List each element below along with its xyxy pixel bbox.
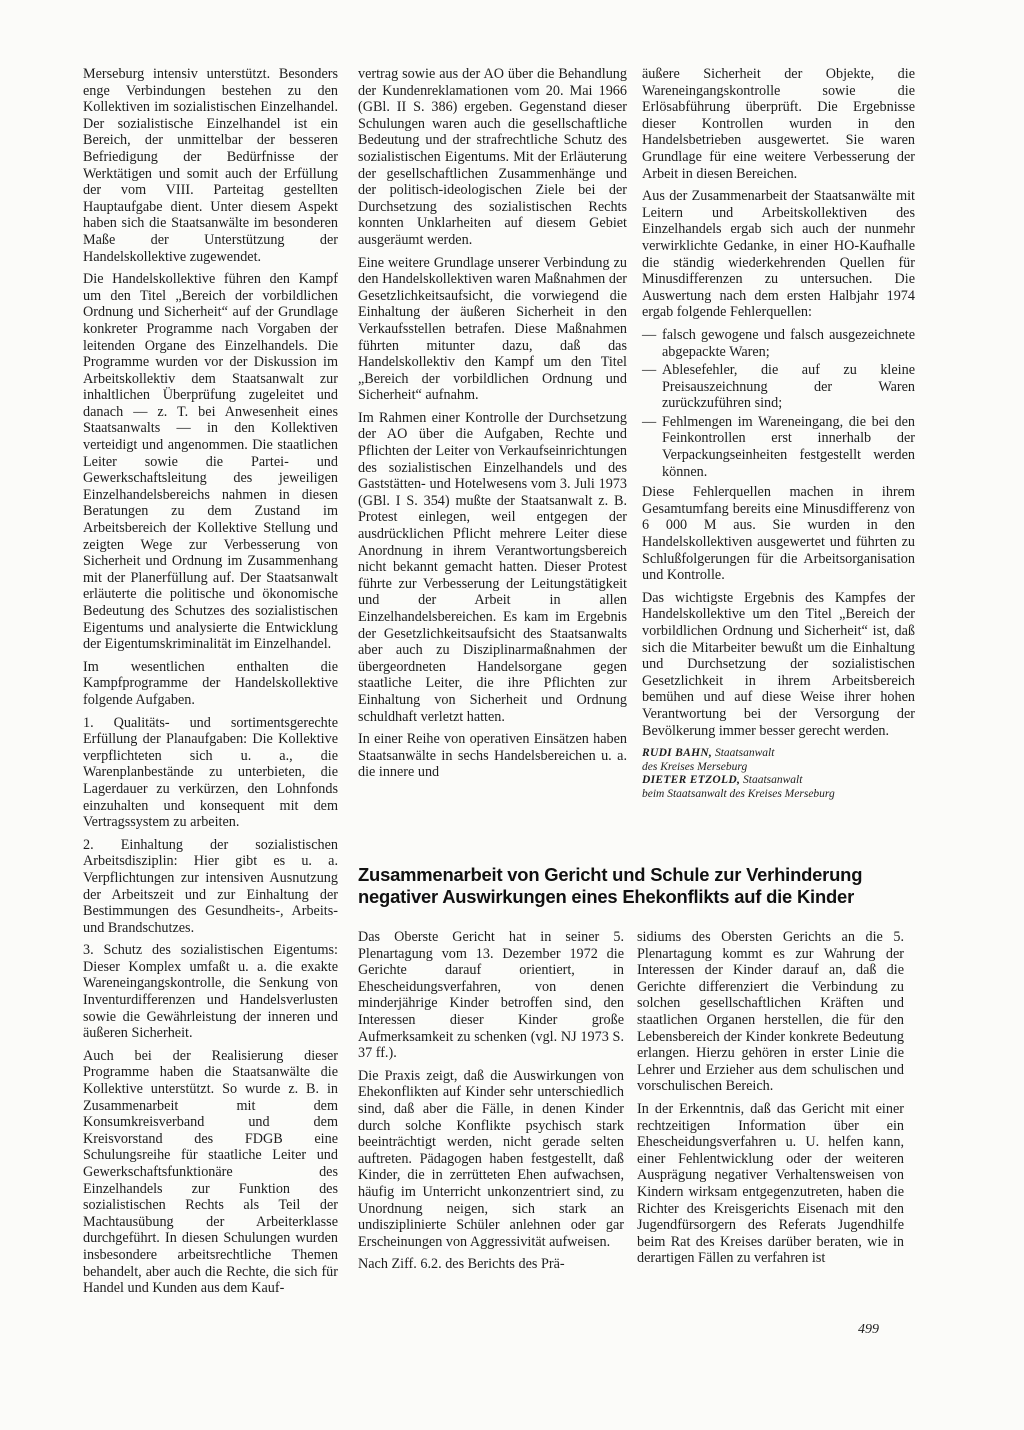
headline-line: Zusammenarbeit von Gericht und Schule zur Verhinderung	[358, 864, 863, 885]
author-affiliation: beim Staatsanwalt des Kreises Merseburg	[642, 787, 835, 800]
list-paragraph-1: 1. Qualitäts- und sortimentsgerechte Erfüllung der Planaufgaben: Die Kollektive verpflichteten sich u. a., die Warenplanbestände zu unterbieten, die Lagerdauer zu verkürzen, den Lohnfonds einzuhalten und konsequent mit dem Vertragssystem zu arbeiten.	[83, 714, 338, 831]
column-4	[358, 929, 624, 1279]
list-item: — Ablesefehler, die auf zu kleine Preisauszeichnung der Waren zurückzuführen sind;	[642, 362, 915, 412]
author-name: DIETER ETZOLD,	[642, 774, 741, 787]
paragraph: Die Praxis zeigt, daß die Auswirkungen von Ehekonflikten auf Kinder sehr unterschiedlich sind, daß aber die Fälle, in denen Kinder durch solche Konflikte psychisch stark beeinträchtigt werden, nicht gerade selten auftreten. Pädagogen haben festgestellt, daß Kinder, die in zerrütteten Ehen aufwachsen, häufig im Unterricht unkonzentriert sind, zu Unordnung neigen, sich stark an undisziplinierte Schüler anlehnen oder gar Erscheinungen von Aggressivität aufweisen.	[358, 1067, 624, 1250]
paragraph: sidiums des Obersten Gerichts an die 5. Plenartagung kommt es zur Wahrung der Interessen der Kinder darauf an, daß die Gerichte differenziert die Verbindung zu solchen gesellschaftlichen Kräften und staatlichen Organen herstellen, die für den Lebensbereich der Kinder konkrete Bedeutung erlangen. Hierzu gehören in erster Linie die Lehrer und Erzieher aus dem schulischen und vorschulischen Bereich.	[637, 929, 904, 1095]
paragraph: Die Handelskollektive führen den Kampf um den Titel „Bereich der vorbildlichen Ordnung und Sicherheit“ auf der Grundlage konkreter Programme nach Vorgaben der leitenden Organe des Einzelhandels. Die Programme wurden vor der Diskussion im Arbeitskollektiv dem Staatsanwalt zur inhaltlichen Überprüfung zugeleitet und danach — z. T. bei Anwesenheit eines Staatsanwalts — in den Kollektiven verteidigt und angenommen. Die staatlichen Leiter sowie die Partei- und Gewerkschaftsleitung des jeweiligen Einzelhandelsbereichs nahmen in diesen Beratungen zu dem Zustand im Arbeitsbereich der Kollektive Stellung und zeigten Wege zur Verbesserung von Sicherheit und Ordnung im Zusammenhang mit der Planerfüllung auf. Der Staatsanwalt erläuterte die politische und ökonomische Bedeutung des Schutzes des sozialistischen Eigentums und analysierte die Entwicklung der Eigentumskriminalität im Einzelhandel.	[83, 271, 338, 653]
paragraph: Merseburg intensiv unterstützt. Besonders enge Verbindungen bestehen zu den Kollektiven im sozialistischen Einzelhandel. Der sozialistische Einzelhandel ist ein Bereich, der unmittelbar der besseren Befriedigung der Bedürfnisse der Werktätigen und somit auch der Erfüllung der vom VIII. Parteitag gestellten Hauptaufgabe dient. Unter diesem Aspekt haben sich die Staatsanwälte im besonderen Maße der Unterstützung der Handelskollektive zugewendet.	[83, 66, 338, 265]
author-role: Staatsanwalt	[743, 774, 803, 787]
list-paragraph-3: 3. Schutz des sozialistischen Eigentums: Dieser Komplex umfaßt u. a. die exakte Wareneingangskontrolle, die Senkung von Inventurdifferenzen und Handelsverlusten sowie die Gewährleistung der inneren und äußeren Sicherheit.	[83, 942, 338, 1042]
list-item: — falsch gewogene und falsch ausgezeichnete abgepackte Waren;	[642, 327, 915, 360]
paragraph: äußere Sicherheit der Objekte, die Wareneingangskontrolle sowie die Erlösabführung überprüft. Die Ergebnisse dieser Kontrollen wurden in den Handelsbetrieben ausgewertet. Sie waren Grundlage für eine weitere Verbesserung der Arbeit in diesen Bereichen.	[642, 66, 915, 182]
error-source-list	[642, 327, 915, 480]
list-paragraph-2: 2. Einhaltung der sozialistischen Arbeitsdisziplin: Hier gibt es u. a. Verpflichtungen zur intensiven Ausnutzung der Arbeitszeit und zur Einhaltung der Bestimmungen des Gesundheits-, Arbeits- und Brandschutzes.	[83, 836, 338, 936]
paragraph: In der Erkenntnis, daß das Gericht mit einer rechtzeitigen Information über ein Ehescheidungsverfahren u. U. helfen kann, einer Fehlentwicklung oder der weiteren Ausprägung negativer Verhaltensweisen von Kindern wirksam entgegenzutreten, haben die Richter des Kreisgerichts Eisenach mit den Jugendfürsorgern des Referats Jugendhilfe beim Rat des Kreises darüber beraten, wie in derartigen Fällen zu verfahren ist	[637, 1100, 904, 1267]
paragraph: Im wesentlichen enthalten die Kampfprogramme der Handelskollektive folgende Aufgaben.	[83, 658, 338, 708]
article-headline	[358, 864, 918, 908]
column-5	[637, 929, 904, 1273]
paragraph: Diese Fehlerquellen machen in ihrem Gesamtumfang bereits eine Minusdifferenz von 6 000 M aus. Sie wurden in den Handelskollektiven ausgewertet und führten zu Schlußfolgerungen für die Arbeitsorganisation und Kontrolle.	[642, 484, 915, 584]
column-1	[83, 66, 338, 1303]
author-signature	[642, 747, 915, 801]
paragraph: Nach Ziff. 6.2. des Berichts des Prä-	[358, 1256, 565, 1273]
headline-line: negativer Auswirkungen eines Ehekonflikts auf die Kinder	[358, 886, 855, 907]
column-2	[358, 66, 627, 787]
author-name: RUDI BAHN,	[642, 747, 713, 760]
paragraph: Eine weitere Grundlage unserer Verbindung zu den Handelskollektiven waren Maßnahmen der Gesetzlichkeitsaufsicht, die vorwiegend die Einhaltung der äußeren Sicherheit in den Verkaufsstellen betrafen. Diese Maßnahmen führten mitunter dazu, daß das Handelskollektiv den Kampf um den Titel „Bereich der vorbildlichen Ordnung und Sicherheit“ aufnahm.	[358, 254, 627, 404]
paragraph: In einer Reihe von operativen Einsätzen haben Staatsanwälte in sechs Handelsbereichen u. a. die innere und	[358, 731, 627, 781]
paragraph: vertrag sowie aus der AO über die Behandlung der Kundenreklamationen vom 20. Mai 1966 (GBl. II S. 386) ergeben. Gegenstand dieser Schulungen waren auch die gesellschaftliche Bedeutung und der strafrechtliche Schutz des sozialistischen Eigentums. Mit der Erläuterung der gesellschaftlichen Zusammenhänge und der politisch-ideologischen Ziele bei der Durchsetzung des sozialistischen Rechts konnten Unklarheiten auf diesem Gebiet ausgeräumt werden.	[358, 66, 627, 248]
column-3	[642, 66, 915, 801]
page-number: 499	[858, 1322, 879, 1337]
paragraph: Im Rahmen einer Kontrolle der Durchsetzung der AO über die Aufgaben, Rechte und Pflichten der Leiter von Verkaufseinrichtungen des sozialistischen Einzelhandels und des Gaststätten- und Hotelwesens vom 3. Juli 1973 (GBl. I S. 354) mußte der Staatsanwalt z. B. Protest einlegen, weil entgegen der ausdrücklichen Pflicht mehrere Leiter diese Anordnung in ihrem Verantwortungsbereich nicht bekannt gemacht hatten. Dieser Protest führte zur Verbesserung der Leitungstätigkeit und der Arbeit in allen Einzelhandelsbereichen. Es kam im Ergebnis der Gesetzlichkeitsaufsicht des Staatsanwalts aber auch zu Disziplinarmaßnahmen der übergeordneten Handelsorgane gegen staatliche Leiter, die ihre Pflichten zur Einhaltung von Sicherheit und Ordnung schuldhaft verletzt hatten.	[358, 409, 627, 725]
author-role: Staatsanwalt	[714, 747, 775, 760]
paragraph: Das wichtigste Ergebnis des Kampfes der Handelskollektive um den Titel „Bereich der vorbildlichen Ordnung und Sicherheit“ ist, daß sich die Mitarbeiter bewußt um die Einhaltung und Durchsetzung der sozialistischen Gesetzlichkeit in ihrem Arbeitsbereich bemühen und auf diese Weise ihrer hohen Verantwortung bei der Versorgung der Bevölkerung immer besser gerecht werden.	[642, 589, 915, 739]
paragraph: Das Oberste Gericht hat in seiner 5. Plenartagung vom 13. Dezember 1972 die Gerichte darauf orientiert, in Ehescheidungsverfahren, von denen minderjährige Kinder betroffen sind, den Interessen dieser Kinder große Aufmerksamkeit zu schenken (vgl. NJ 1973 S. 37 ff.).	[358, 929, 624, 1062]
author-affiliation: des Kreises Merseburg	[642, 760, 748, 773]
paragraph: Aus der Zusammenarbeit der Staatsanwälte mit Leitern und Arbeitskollektiven des Einzelhandels ergab sich auch der nunmehr verwirklichte Gedanke, in einer HO-Kaufhalle die ständig wiederkehrenden Quellen für Minusdifferenzen zu untersuchen. Die Auswertung nach dem ersten Halbjahr 1974 ergab folgende Fehlerquellen:	[642, 188, 915, 321]
list-item: — Fehlmengen im Wareneingang, die bei den Feinkontrollen erst innerhalb der Verpackungseinheiten festgestellt werden können.	[642, 414, 915, 480]
paragraph: Auch bei der Realisierung dieser Programme haben die Staatsanwälte die Kollektive unterstützt. So wurde z. B. in Zusammenarbeit mit dem Konsumkreisverband und dem Kreisvorstand des FDGB eine Schulungsreihe für staatliche Leiter und Gewerkschaftsfunktionäre des Einzelhandels zur Funktion des sozialistischen Rechts als Teil der Machtausübung der Arbeiterklasse durchgeführt. In diesen Schulungen wurden insbesondere arbeitsrechtliche Themen behandelt, aber auch die Rechte, die sich für Handel und Kunden aus dem Kauf-	[83, 1047, 338, 1297]
